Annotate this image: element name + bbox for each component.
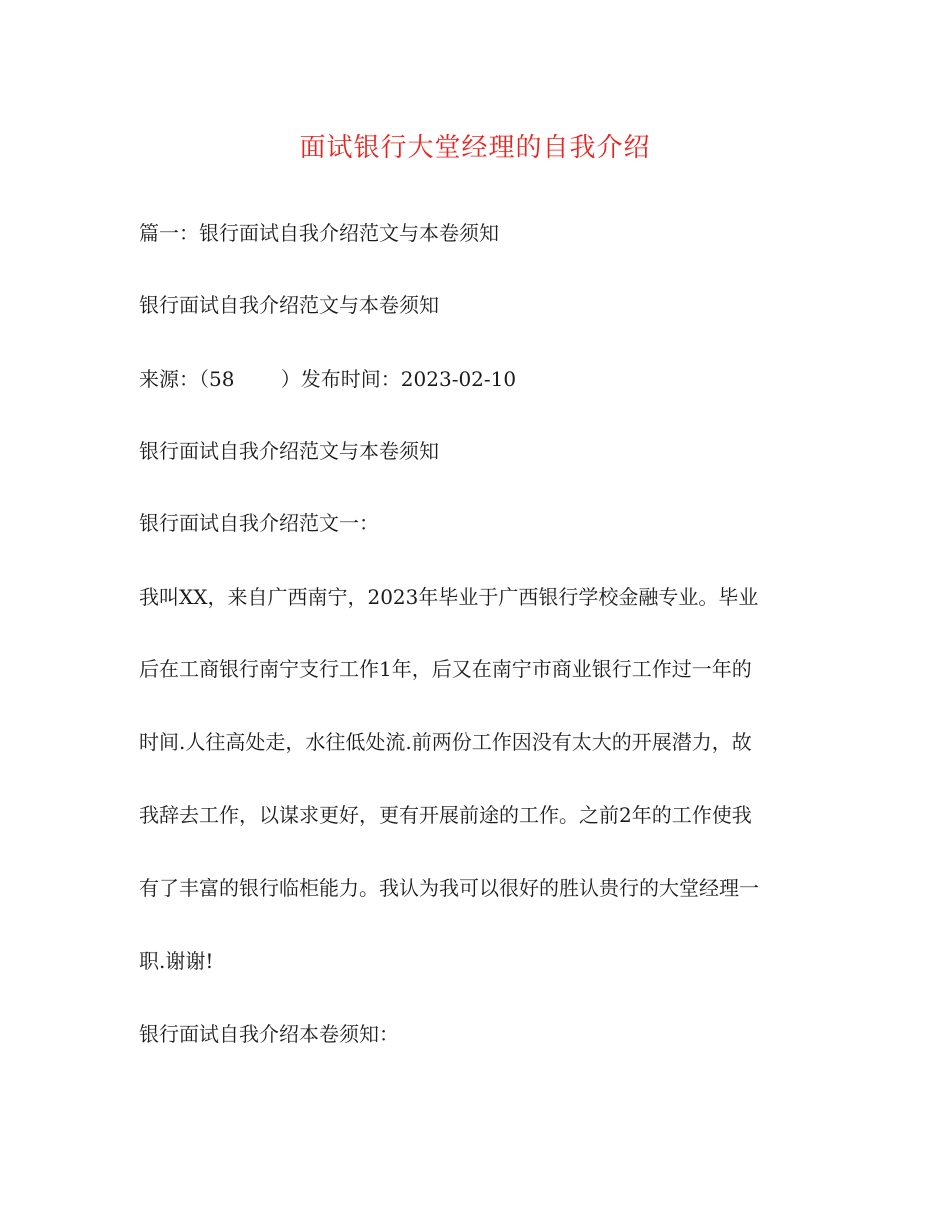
document-title: 面试银行大堂经理的自我介绍 [299, 133, 651, 163]
subtitle: 银行面试自我介绍范文与本卷须知 [139, 293, 439, 317]
paragraph-line: 后在工商银行南宁支行工作1年，后又在南宁市商业银行工作过一年的 [139, 657, 752, 681]
source-line: 来源：（58 ）发布时间：2023-02-10 [139, 367, 517, 391]
sample-heading: 银行面试自我介绍范文一： [139, 511, 379, 535]
section-heading: 篇一：银行面试自我介绍范文与本卷须知 [139, 221, 499, 245]
paragraph-line: 我叫XX，来自广西南宁，2023年毕业于广西银行学校金融专业。毕业 [139, 585, 759, 609]
paragraph-line: 职.谢谢! [139, 949, 214, 973]
subtitle-repeat: 银行面试自我介绍范文与本卷须知 [139, 439, 439, 463]
notes-heading: 银行面试自我介绍本卷须知： [139, 1022, 399, 1046]
paragraph-line: 时间.人往高处走，水往低处流.前两份工作因没有太大的开展潜力，故 [139, 730, 752, 754]
paragraph-line: 我辞去工作，以谋求更好，更有开展前途的工作。之前2年的工作使我 [139, 803, 752, 827]
paragraph-line: 有了丰富的银行临柜能力。我认为我可以很好的胜认贵行的大堂经理一 [139, 876, 759, 900]
